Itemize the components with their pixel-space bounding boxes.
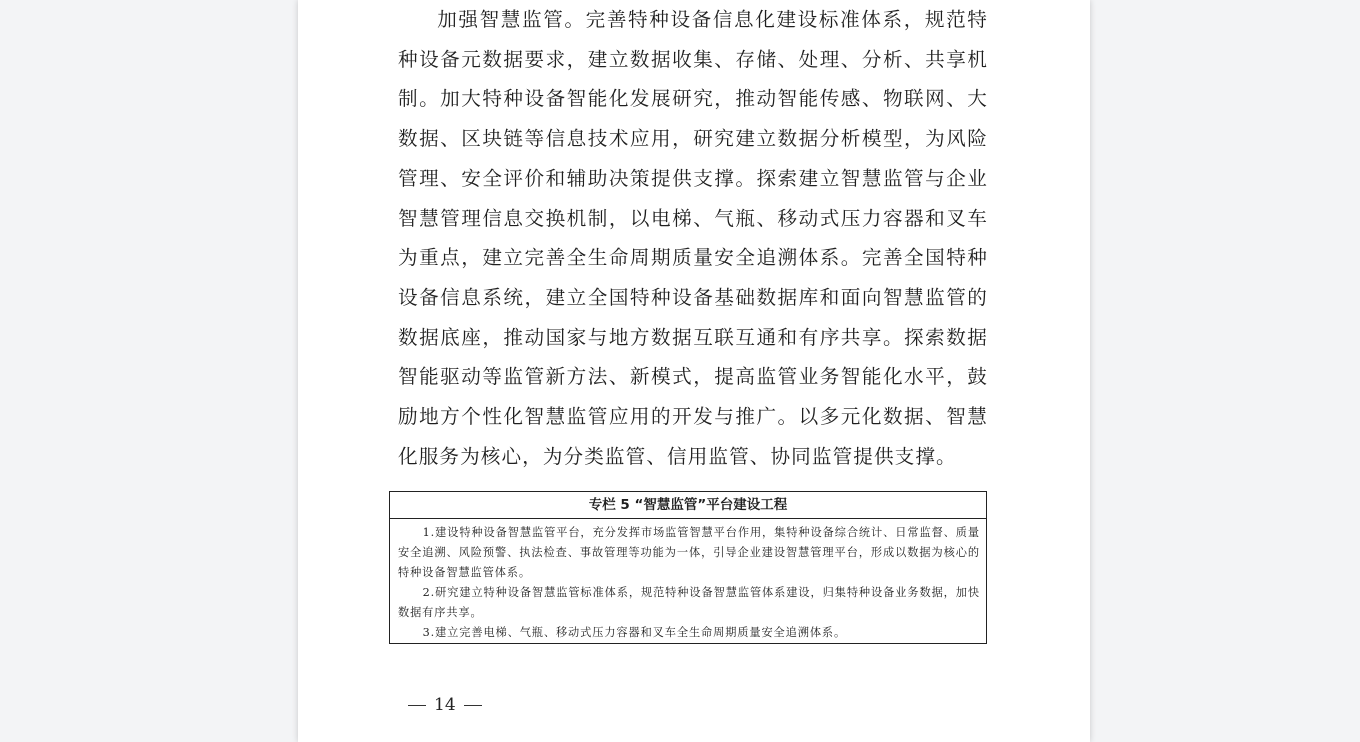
document-page bbox=[298, 0, 1090, 742]
body-paragraph bbox=[398, 0, 988, 476]
column-box-title: 专栏 5 “智慧监管”平台建设工程 bbox=[390, 492, 986, 519]
column-box-item: 3.建立完善电梯、气瓶、移动式压力容器和叉车全生命周期质量安全追溯体系。 bbox=[422, 626, 847, 639]
paragraph-body: 完善特种设备信息化建设标准体系，规范特种设备元数据要求，建立数据收集、存储、处理、分析、共享机制。加大特种设备智能化发展研究，推动智能传感、物联网、大数据、区块链等信息技术应用，研究建立数据分析模型，为风险管理、安全评价和辅助决策提供支撑。探索建立智慧监管与企业智慧管理信息交换机制，以电梯、气瓶、移动式压力容器和叉车为重点，建立完善全生命周期质量安全追溯体系。完善全国特种设备信息系统，建立全国特种设备基础数据库和面向智慧监管的数据底座，推动国家与地方数据互联互通和有序共享。探索数据智能驱动等监管新方法、新模式，提高监管业务智能化水平，鼓励地方个性化智慧监管应用的开发与推广。以多元化数据、智慧化服务为核心，为分类监管、信用监管、协同监管提供支撑。 bbox=[398, 8, 988, 468]
column-box-item: 2.研究建立特种设备智慧监管标准体系，规范特种设备智慧监管体系建设，归集特种设备业务数据，加快数据有序共享。 bbox=[398, 586, 980, 619]
column-box bbox=[389, 491, 987, 644]
paragraph-lead: 加强智慧监管。 bbox=[437, 8, 586, 31]
page-number-dash-left bbox=[408, 705, 426, 706]
page-number bbox=[408, 690, 588, 720]
column-box-item: 1.建设特种设备智慧监管平台，充分发挥市场监管智慧平台作用，集特种设备综合统计、日常监督、质量安全追溯、风险预警、执法检查、事故管理等功能为一体，引导企业建设智慧管理平台，形成以数据为核心的特种设备智慧监管体系。 bbox=[398, 526, 980, 579]
column-box-body bbox=[390, 519, 986, 643]
page-number-value: 14 bbox=[434, 695, 456, 715]
page-number-dash-right bbox=[464, 705, 482, 706]
